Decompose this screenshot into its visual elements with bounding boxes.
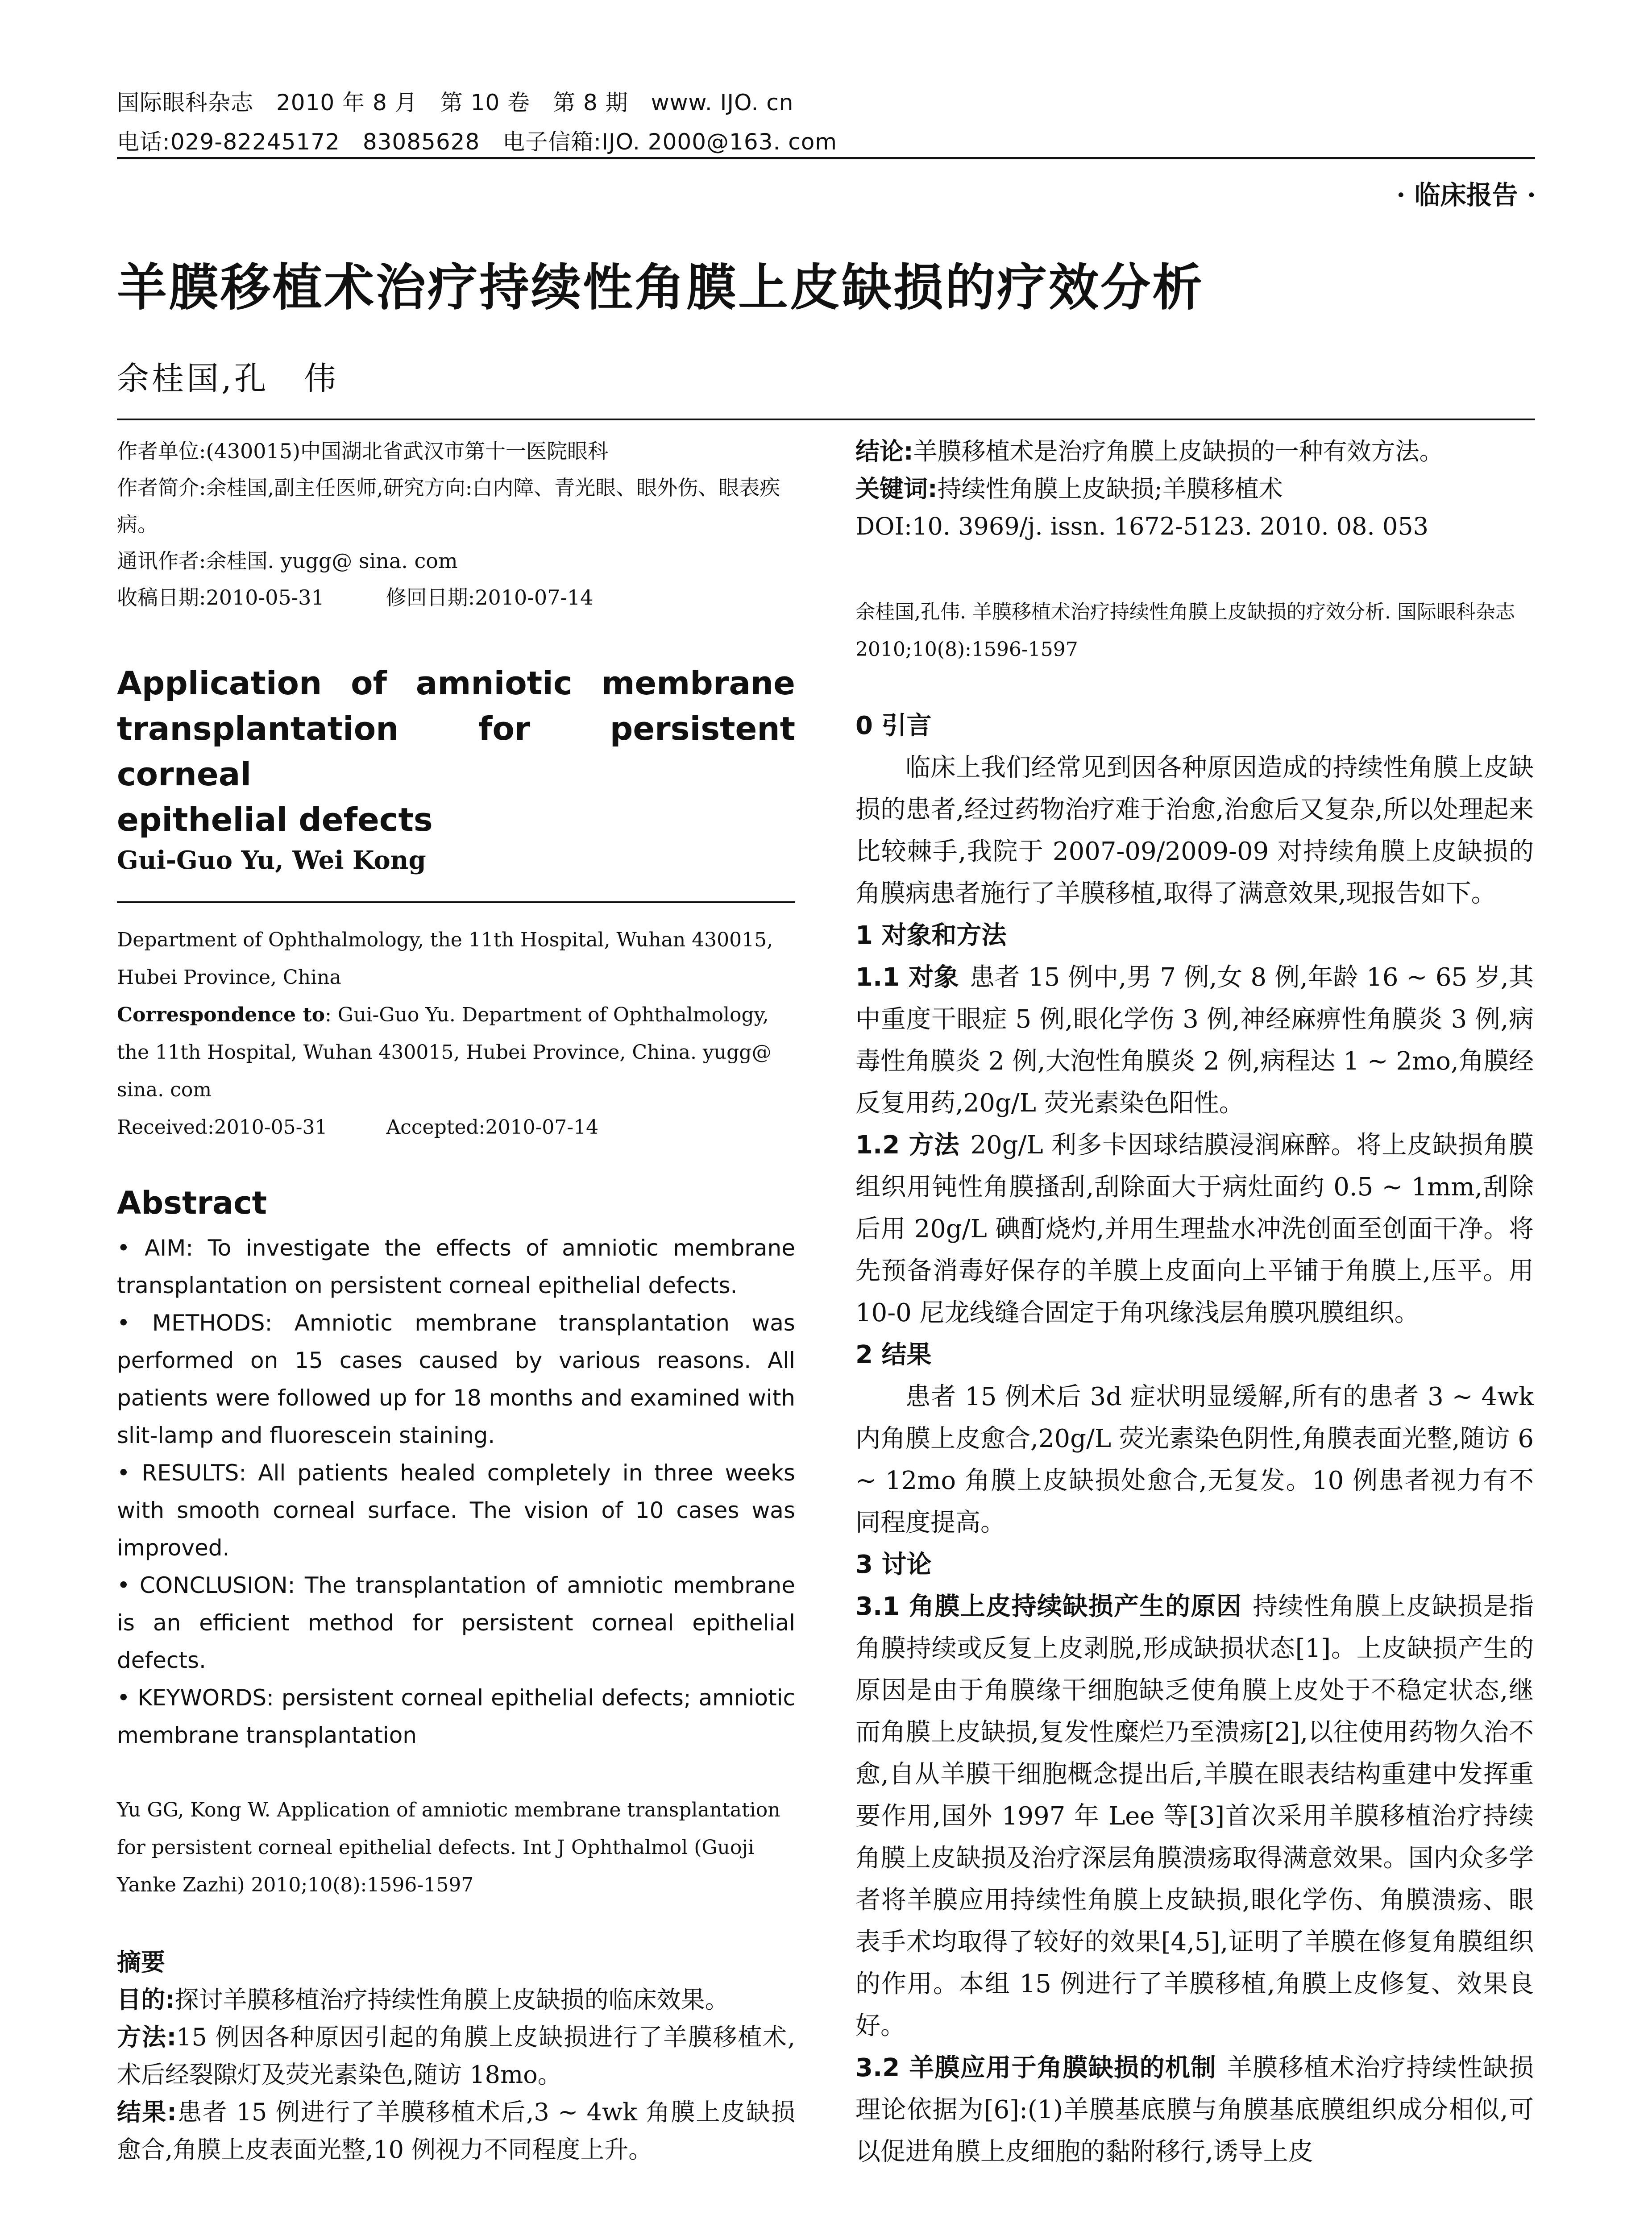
section-3-1-label: 3.1 角膜上皮持续缺损产生的原因 xyxy=(855,1592,1242,1621)
header-rule xyxy=(117,157,1535,159)
title-rule xyxy=(117,419,1535,420)
english-affiliation-block xyxy=(117,921,795,1146)
cn-results xyxy=(117,2094,795,2169)
intro-heading: 0 引言 xyxy=(855,711,932,740)
article-body xyxy=(855,705,1534,2173)
section-3-1 xyxy=(855,1586,1534,2047)
english-correspondence xyxy=(117,996,795,1109)
section-1-2 xyxy=(855,1124,1534,1334)
cn-citation: 余桂国,孔伟. 羊膜移植术治疗持续性角膜上皮缺损的疗效分析. 国际眼科杂志 2010;10(8):1596-1597 xyxy=(855,601,1515,661)
cn-methods-label: 方法: xyxy=(117,2023,177,2051)
received-date: 收稿日期:2010-05-31 修回日期:2010-07-14 xyxy=(117,585,594,610)
cn-conclusion xyxy=(855,433,1534,470)
cn-methods-text: 15 例因各种原因引起的角膜上皮缺损进行了羊膜移植术,术后经裂隙灯及荧光素染色,随访 18mo。 xyxy=(117,2023,795,2089)
section-3-heading: 3 讨论 xyxy=(855,1550,932,1579)
intro-paragraph: 临床上我们经常见到因各种原因造成的持续性角膜上皮缺损的患者,经过药物治疗难于治愈,治愈后又复杂,所以处理起来比较棘手,我院于 2007-09/2009-09 对持续角膜上皮缺损的角膜病患者施行了羊膜移植,取得了满意效果,现报告如下。 xyxy=(855,753,1534,908)
authors-cn: 余桂国,孔 伟 xyxy=(117,360,339,397)
section-1-2-text: 20g/L 利多卡因球结膜浸润麻醉。将上皮缺损角膜组织用钝性角膜搔刮,刮除面大于病灶面约 0.5 ~ 1mm,刮除后用 20g/L 碘酊烧灼,并用生理盐水冲洗创面至创面干净。将先预备消毒好保存的羊膜上皮面向上平铺于角膜上,压平。用 10-0 尼龙线缝合固定于角巩缘浅层角膜巩膜组织。 xyxy=(855,1131,1534,1327)
author-affiliation: 作者单位:(430015)中国湖北省武汉市第十一医院眼科 xyxy=(117,439,608,463)
cn-abstract-body xyxy=(117,1981,795,2169)
cn-keywords-label: 关键词: xyxy=(855,475,938,503)
cn-methods xyxy=(117,2019,795,2094)
cn-conclusion-text: 羊膜移植术是治疗角膜上皮缺损的一种有效方法。 xyxy=(913,437,1444,465)
abstract-heading: Abstract xyxy=(117,1185,267,1221)
corresponding-author: 通讯作者:余桂国. yugg@ sina. com xyxy=(117,549,458,573)
english-title-line: epithelial defects xyxy=(117,801,433,838)
section-1-heading: 1 对象和方法 xyxy=(855,921,1007,950)
english-affiliation: Department of Ophthalmology, the 11th Hospital, Wuhan 430015, Hubei Province, China xyxy=(117,929,773,989)
english-authors-rule xyxy=(117,901,795,903)
abstract-keywords: • KEYWORDS: persistent corneal epithelial defects; amniotic membrane transplantation xyxy=(117,1685,795,1748)
cn-aim xyxy=(117,1981,795,2019)
doi: DOI:10. 3969/j. issn. 1672-5123. 2010. 08. 053 xyxy=(855,512,1428,540)
abstract-results: • RESULTS: All patients healed completely in three weeks with smooth corneal surface. The vision of 10 cases was improved. xyxy=(117,1460,795,1561)
english-authors: Gui-Guo Yu, Wei Kong xyxy=(117,846,426,875)
abstract-methods: • METHODS: Amniotic membrane transplantation was performed on 15 cases caused by various reasons. All patients were followed up for 18 months and examined with slit-lamp and fluorescein staining. xyxy=(117,1310,795,1448)
author-info-block xyxy=(117,433,795,616)
english-title-line: transplantation for persistent corneal xyxy=(117,710,795,793)
cn-conclusion-label: 结论: xyxy=(855,437,913,465)
article-title: 羊膜移植术治疗持续性角膜上皮缺损的疗效分析 xyxy=(117,259,1204,317)
cn-results-text: 患者 15 例进行了羊膜移植术后,3 ~ 4wk 角膜上皮缺损愈合,角膜上皮表面光整,10 例视力不同程度上升。 xyxy=(117,2098,795,2164)
section-3-2-text: 羊膜移植术治疗持续性缺损理论依据为[6]:(1)羊膜基底膜与角膜基底膜组织成分相似,可以促进角膜上皮细胞的黏附移行,诱导上皮 xyxy=(855,2053,1534,2166)
correspondence-text: : Gui-Guo Yu. Department of Ophthalmology, the 11th Hospital, Wuhan 430015, Hubei Province, China. yugg@ sina. com xyxy=(117,1004,772,1101)
author-bio: 作者简介:余桂国,副主任医师,研究方向:白内障、青光眼、眼外伤、眼表疾病。 xyxy=(117,476,780,536)
journal-header-info: 国际眼科杂志 2010 年 8 月 第 10 卷 第 8 期 www. IJO. cn xyxy=(117,90,794,116)
section-1-2-label: 1.2 方法 xyxy=(855,1131,960,1160)
english-citation: Yu GG, Kong W. Application of amniotic membrane transplantation for persistent corneal epithelial defects. Int J Ophthalmol (Guoji Yanke Zazhi) 2010;10(8):1596-1597 xyxy=(117,1799,780,1896)
section-3-2 xyxy=(855,2047,1534,2173)
section-1-1 xyxy=(855,957,1534,1124)
section-1-1-label: 1.1 对象 xyxy=(855,963,959,992)
section-1-1-text: 患者 15 例中,男 7 例,女 8 例,年龄 16 ~ 65 岁,其中重度干眼症 5 例,眼化学伤 3 例,神经麻痹性角膜炎 3 例,病毒性角膜炎 2 例,大泡性角膜炎 2 例,病程达 1 ~ 2mo,角膜经反复用药,20g/L 荧光素染色阳性。 xyxy=(855,963,1534,1118)
english-title-line: Application of amniotic membrane xyxy=(117,664,795,702)
section-2-paragraph: 患者 15 例术后 3d 症状明显缓解,所有的患者 3 ~ 4wk 内角膜上皮愈合,20g/L 荧光素染色阴性,角膜表面光整,随访 6 ~ 12mo 角膜上皮缺损处愈合,无复发。10 例患者视力有不同程度提高。 xyxy=(855,1382,1534,1537)
abstract-aim: • AIM: To investigate the effects of amniotic membrane transplantation on persistent corneal epithelial defects. xyxy=(117,1235,795,1298)
cn-aim-text: 探讨羊膜移植治疗持续性角膜上皮缺损的临床效果。 xyxy=(174,1986,729,2014)
section-2-heading: 2 结果 xyxy=(855,1340,932,1369)
abstract-conclusion: • CONCLUSION: The transplantation of amniotic membrane is an efficient method for persistent corneal epithelial defects. xyxy=(117,1572,795,1673)
journal-contact-info: 电话:029-82245172 83085628 电子信箱:IJO. 2000@163. com xyxy=(117,129,838,155)
abstract-body xyxy=(117,1229,795,1754)
section-3-2-label: 3.2 羊膜应用于角膜缺损的机制 xyxy=(855,2053,1216,2082)
english-dates: Received:2010-05-31 Accepted:2010-07-14 xyxy=(117,1116,599,1139)
correspondence-label: Correspondence to xyxy=(117,1004,325,1026)
cn-keywords-text: 持续性角膜上皮缺损;羊膜移植术 xyxy=(937,475,1283,503)
english-title xyxy=(117,660,795,842)
cn-results-label: 结果: xyxy=(117,2098,177,2126)
section-3-1-text: 持续性角膜上皮缺损是指角膜持续或反复上皮剥脱,形成缺损状态[1]。上皮缺损产生的原因是由于角膜缘干细胞缺乏使角膜上皮处于不稳定状态,继而角膜上皮缺损,复发性糜烂乃至溃疡[2],以往使用药物久治不愈,自从羊膜干细胞概念提出后,羊膜在眼表结构重建中发挥重要作用,国外 1997 年 Lee 等[3]首次采用羊膜移植治疗持续角膜上皮缺损及治疗深层角膜溃疡取得满意效果。国内众多学者将羊膜应用持续性角膜上皮缺损,眼化学伤、角膜溃疡、眼表手术均取得了较好的效果[4,5],证明了羊膜在修复角膜组织的作用。本组 15 例进行了羊膜移植,角膜上皮修复、效果良好。 xyxy=(855,1592,1534,2040)
section-tag: · 临床报告 · xyxy=(1396,180,1536,210)
cn-abstract-continued xyxy=(855,433,1534,545)
cn-aim-label: 目的: xyxy=(117,1986,175,2014)
cn-keywords xyxy=(855,470,1534,508)
cn-abstract-heading: 摘要 xyxy=(117,1948,165,1976)
